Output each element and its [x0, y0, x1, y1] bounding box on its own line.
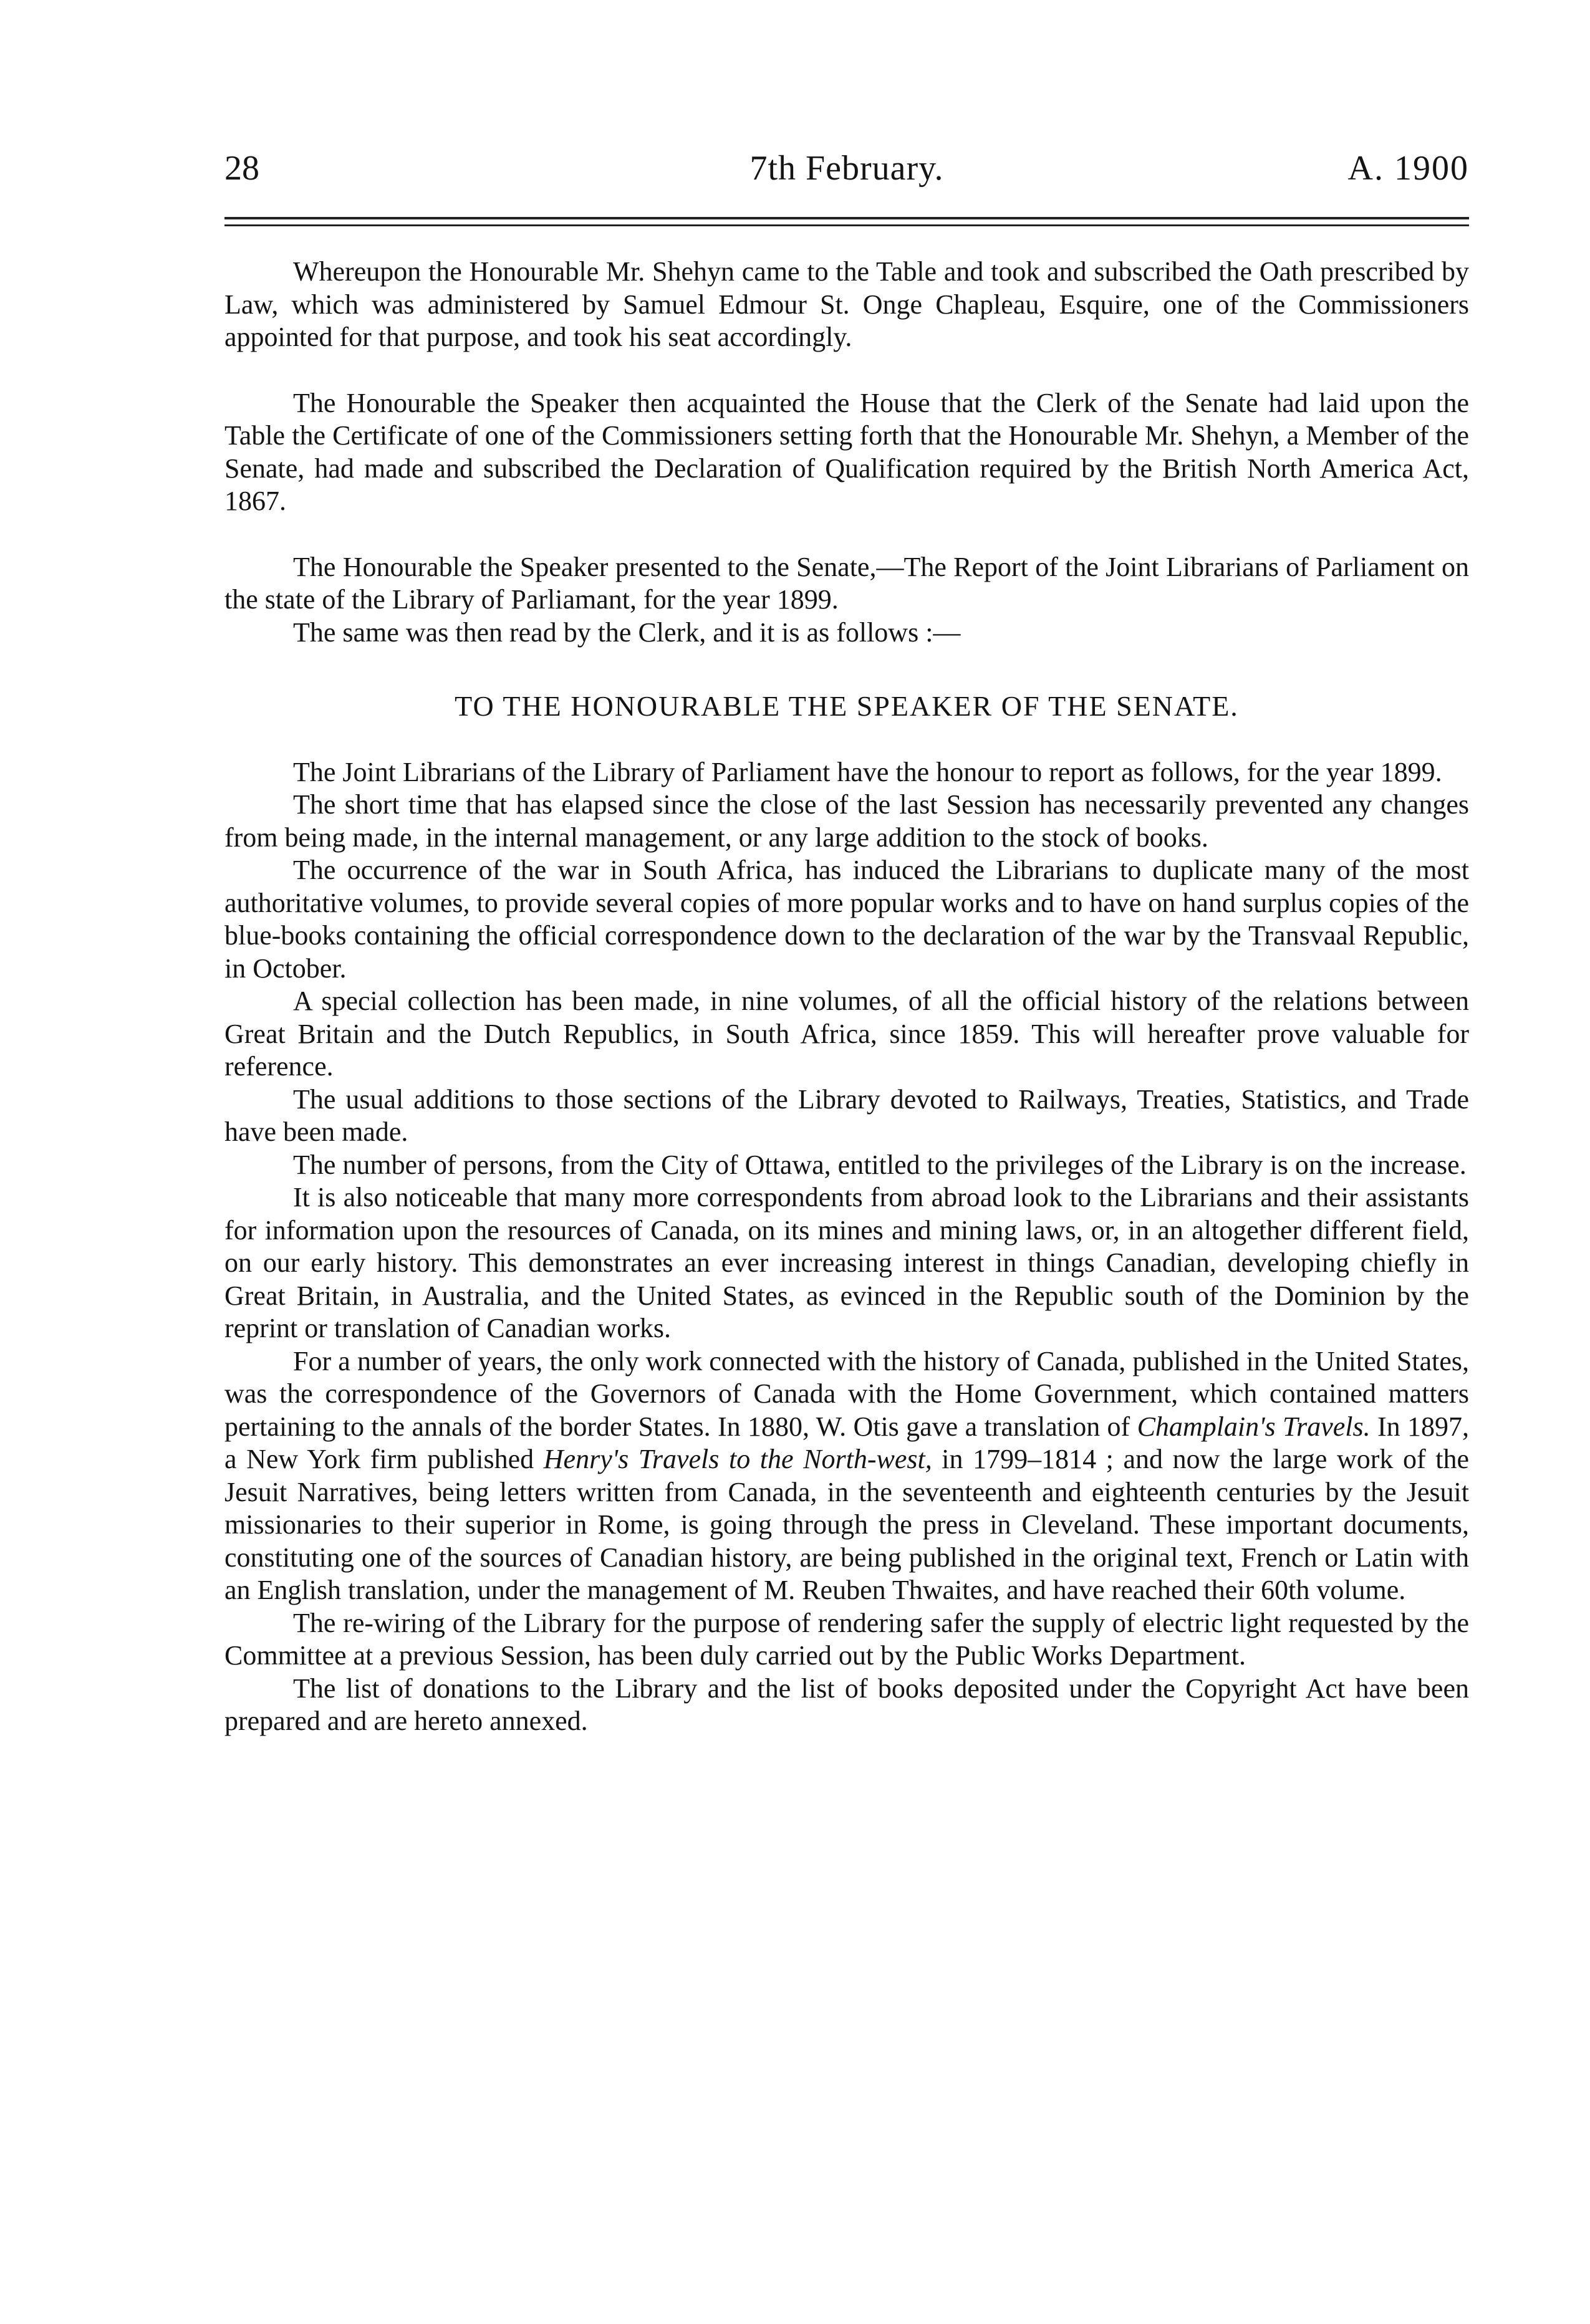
report-paragraph: The re-wiring of the Library for the purpose of rendering safer the supply of electric light requested by the Committee at a previous Session, has been duly carried out by the Public Works Department.	[224, 1607, 1469, 1671]
document-page	[224, 143, 1469, 1738]
header-rule-bottom	[224, 224, 1469, 226]
header-double-rule	[224, 217, 1469, 231]
report-paragraph: The list of donations to the Library and the list of books deposited under the Copyright Act have been prepared and are hereto annexed.	[224, 1673, 1469, 1736]
librarians-report	[224, 690, 1469, 1738]
header-year: A. 1900	[1347, 149, 1469, 188]
paragraph-report-read: The same was then read by the Clerk, and it is as follows :—	[293, 617, 961, 648]
document-body	[224, 256, 1469, 1738]
book-title-champlain: Champlain's Travels.	[1137, 1411, 1371, 1442]
report-paragraph: The occurrence of the war in South Africa, has induced the Librarians to duplicate many of the most authoritative volumes, to provide several copies of more popular works and to have on hand surplus copies of the blue-books containing the official correspondence down to the declaration of the war by the Transvaal Republic, in October.	[224, 855, 1469, 984]
report-paragraph-history: For a number of years, the only work connected with the history of Canada, published in the United States, was the correspondence of the Governors of Canada with the Home Government, which contained matters pertaining to the annals of the border States. In 1880, W. Otis gave a translation of Champlain's Travels. In 1897, a New York firm published Henry's Travels to the North-west, in 1799–1814 ; and now the large work of the Jesuit Narratives, being letters written from Canada, in the seventeenth and eighteenth centuries by the Jesuit missionaries to their superior in Rome, is going through the press in Cleveland. These important documents, constituting one of the sources of Canadian history, are being published in the original text, French or Latin with an English translation, under the management of M. Reuben Thwaites, and have reached their 60th volume.	[224, 1345, 1470, 1605]
report-paragraph: The Joint Librarians of the Library of Parliament have the honour to report as follows, for the year 1899.	[293, 756, 1442, 787]
report-paragraph: A special collection has been made, in nine volumes, of all the official history of the relations between Great Britain and the Dutch Republics, in South Africa, since 1859. This will hereafter prove valuable for reference.	[224, 986, 1469, 1082]
book-title-henry: Henry's Travels to the North-west,	[543, 1444, 932, 1474]
paragraph-report-presented: The Honourable the Speaker presented to the Senate,—The Report of the Joint Librarians of Parliament on the state of the Library of Parliamant, for the year 1899.	[224, 551, 1469, 615]
paragraph-oath: Whereupon the Honourable Mr. Shehyn came to the Table and took and subscribed the Oath prescribed by Law, which was administered by Samuel Edmour St. Onge Chapleau, Esquire, one of the Commissioners appointed for that purpose, and took his seat accordingly.	[224, 256, 1469, 352]
header-rule-top	[224, 217, 1469, 219]
paragraph-certificate: The Honourable the Speaker then acquainted the House that the Clerk of the Senate had laid upon the Table the Certificate of one of the Commissioners setting forth that the Honourable Mr. Shehyn, a Member of the Senate, had made and subscribed the Declaration of Qualification required by the British North America Act, 1867.	[224, 387, 1469, 516]
report-paragraph: The number of persons, from the City of Ottawa, entitled to the privileges of the Library is on the increase.	[293, 1149, 1467, 1180]
report-paragraph: The short time that has elapsed since the close of the last Session has necessarily prevented any changes from being made, in the internal management, or any large addition to the stock of books.	[224, 789, 1469, 853]
page-header	[224, 143, 1469, 199]
page-number: 28	[224, 149, 259, 188]
report-heading: TO THE HONOURABLE THE SPEAKER OF THE SENATE.	[455, 690, 1239, 722]
header-date: 7th February.	[749, 149, 944, 188]
report-paragraph: The usual additions to those sections of the Library devoted to Railways, Treaties, Statistics, and Trade have been made.	[224, 1083, 1469, 1147]
report-paragraph: It is also noticeable that many more correspondents from abroad look to the Librarians and their assistants for information upon the resources of Canada, on its mines and mining laws, or, in an altogether different field, on our early history. This demonstrates an ever increasing interest in things Canadian, developing chiefly in Great Britain, in Australia, and the United States, as evinced in the Republic south of the Dominion by the reprint or translation of Canadian works.	[224, 1182, 1469, 1343]
